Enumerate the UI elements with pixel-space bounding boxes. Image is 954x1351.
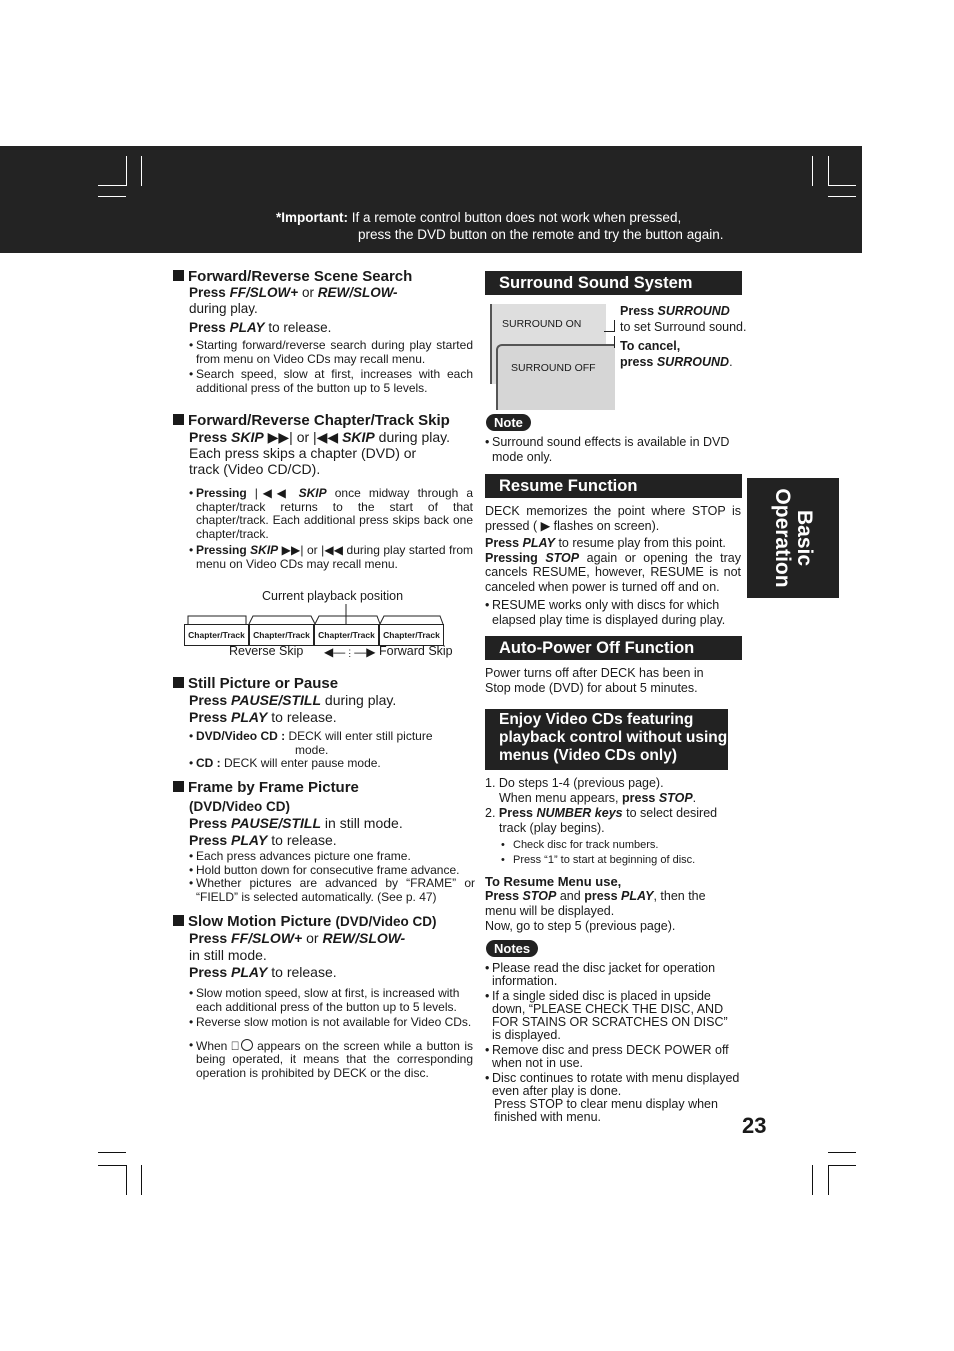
text: to release. bbox=[268, 320, 332, 335]
stop-key: STOP bbox=[545, 550, 580, 565]
rew-key: REW/SLOW- bbox=[317, 285, 398, 300]
text: 2. bbox=[485, 806, 496, 820]
text: DECK memorizes the point where STOP is pressed ( ▶ flashes on screen). bbox=[485, 504, 741, 533]
square-bullet-icon bbox=[173, 414, 184, 425]
crop-mark bbox=[141, 156, 142, 186]
text: press bbox=[622, 791, 656, 805]
text: during play. bbox=[324, 692, 397, 708]
section-title: Forward/Reverse Chapter/Track Skip bbox=[188, 412, 450, 429]
text: When bbox=[196, 1038, 228, 1053]
text: Press bbox=[620, 304, 655, 318]
play-key: PLAY bbox=[231, 964, 268, 980]
text: To Resume Menu use, bbox=[485, 874, 622, 889]
text: to release. bbox=[271, 832, 337, 848]
crop-mark bbox=[812, 1165, 813, 1195]
text: menus (Video CDs only) bbox=[499, 747, 677, 764]
square-bullet-icon bbox=[173, 781, 184, 792]
text: to set Surround sound. bbox=[620, 320, 747, 334]
important-line2: press the DVD button on the remote and try the button again. bbox=[358, 227, 724, 242]
bullet-item: • Disc continues to rotate with menu displayed even after play is done. bbox=[485, 1072, 740, 1098]
text: Each press skips a chapter (DVD) or bbox=[189, 445, 417, 461]
skip-forward-icon: ▶▶| bbox=[281, 543, 304, 557]
resume-title: Resume Function bbox=[485, 474, 742, 498]
slow-section bbox=[173, 914, 473, 1080]
text: press bbox=[620, 355, 654, 369]
scene-search-section bbox=[173, 269, 473, 395]
text: Press bbox=[189, 285, 226, 300]
section-subtitle: (DVD/Video CD) bbox=[335, 914, 437, 929]
chapter-box: Chapter/Track bbox=[314, 624, 379, 646]
skip-forward-icon: ▶▶| bbox=[267, 429, 293, 445]
surround-on-label: SURROUND ON bbox=[502, 318, 582, 330]
text: and bbox=[559, 889, 581, 903]
text: DECK will enter still picture bbox=[288, 729, 433, 743]
reverse-skip-label: Reverse Skip bbox=[229, 644, 304, 658]
text: Pressing bbox=[196, 486, 247, 500]
chapter-box: Chapter/Track bbox=[379, 624, 444, 646]
square-bullet-icon bbox=[173, 915, 184, 926]
crop-mark bbox=[828, 1152, 856, 1153]
bullet-item: • Check disc for track numbers. bbox=[501, 838, 740, 853]
text: When menu appears, bbox=[499, 791, 619, 805]
text: Press bbox=[189, 832, 228, 848]
stop-key: STOP bbox=[658, 791, 693, 805]
important-label: *Important: bbox=[276, 210, 348, 225]
text: during play started from menu on Video CDs may recall menu. bbox=[196, 543, 473, 571]
text: press bbox=[584, 889, 618, 903]
ff-key: FF/SLOW+ bbox=[231, 930, 303, 946]
frame-section bbox=[173, 780, 475, 904]
skip-back-icon: |◀◀ bbox=[321, 543, 344, 557]
text: 1. Do steps 1-4 (previous page). bbox=[485, 776, 664, 790]
bullet-item bbox=[189, 730, 473, 757]
text: . bbox=[692, 791, 697, 805]
skip-back-icon: |◀◀ bbox=[313, 429, 339, 445]
current-position-label: Current playback position bbox=[262, 589, 404, 603]
text: during play. bbox=[378, 429, 451, 445]
text: Press bbox=[189, 964, 228, 980]
text: Press bbox=[189, 429, 228, 445]
crop-mark bbox=[98, 196, 126, 197]
surround-title: Surround Sound System bbox=[485, 271, 742, 295]
text: Now, go to step 5 (previous page). bbox=[485, 919, 676, 933]
skip-key: SKIP bbox=[298, 486, 327, 500]
text: during play. bbox=[189, 301, 258, 316]
text: again or opening the tray cancels RESUME, however, RESUME is not canceled when power is turned off and on. bbox=[485, 550, 741, 594]
play-key: PLAY bbox=[229, 320, 265, 335]
rew-key: REW/SLOW- bbox=[322, 930, 406, 946]
pause-key: PAUSE/STILL bbox=[231, 692, 322, 708]
page-number: 23 bbox=[742, 1113, 767, 1138]
text: Press bbox=[485, 889, 520, 903]
chapter-box: Chapter/Track bbox=[184, 624, 249, 646]
pointer-line bbox=[614, 336, 615, 348]
text: Press bbox=[189, 709, 228, 725]
text: . bbox=[729, 355, 733, 369]
text: (DVD/Video CD) bbox=[189, 799, 291, 814]
chapter-box: Chapter/Track bbox=[249, 624, 314, 646]
crop-mark bbox=[98, 1152, 126, 1153]
bullet-item: • Press “1” to start at beginning of disc. bbox=[501, 853, 740, 868]
crop-mark bbox=[126, 1165, 127, 1195]
section-title: Slow Motion Picture bbox=[188, 913, 332, 930]
text: menu will be displayed. bbox=[485, 904, 615, 918]
play-key: PLAY bbox=[621, 889, 654, 903]
square-bullet-icon bbox=[173, 270, 184, 281]
text: mode. bbox=[295, 742, 329, 757]
text: or bbox=[306, 543, 318, 557]
bullet-item bbox=[189, 1039, 473, 1081]
bullet-item: • Whether pictures are advanced by “FRAME” or “FIELD” is selected automatically. (See p. 47) bbox=[189, 877, 475, 904]
text: once midway through a chapter/track returns to the start of that chapter/track. Each additional press skips back one chapter/track. bbox=[196, 486, 474, 541]
text: or bbox=[306, 930, 319, 946]
crop-mark bbox=[828, 196, 856, 197]
surround-key: SURROUND bbox=[657, 304, 730, 318]
chapter-skip-section bbox=[173, 413, 473, 571]
crop-mark bbox=[98, 185, 126, 186]
bullet-item: • Search speed, slow at first, increases with each additional press of the button up to 5 levels. bbox=[189, 368, 473, 395]
text: to release. bbox=[271, 964, 337, 980]
text: Press bbox=[189, 320, 226, 335]
important-line1: If a remote control button does not work when pressed, bbox=[351, 210, 682, 225]
text: Press bbox=[189, 692, 228, 708]
vcd-steps bbox=[485, 776, 740, 934]
bullet-item: • Remove disc and press DECK POWER off when not in use. bbox=[485, 1044, 740, 1070]
text: to release. bbox=[271, 709, 337, 725]
crop-mark bbox=[828, 1165, 856, 1166]
crop-mark bbox=[812, 156, 813, 186]
text: Press STOP to clear menu display when finished with menu. bbox=[494, 1097, 718, 1124]
pointer-line bbox=[614, 320, 615, 332]
play-key: PLAY bbox=[231, 832, 268, 848]
bullet-item bbox=[189, 757, 473, 771]
section-tab bbox=[747, 478, 839, 598]
skip-key: SKIP bbox=[342, 429, 375, 445]
text: or bbox=[296, 429, 310, 445]
pause-key: PAUSE/STILL bbox=[231, 815, 322, 831]
text: track (play begins). bbox=[499, 821, 605, 835]
autopower-title: Auto-Power Off Function bbox=[485, 636, 742, 660]
text: Press bbox=[189, 930, 228, 946]
section-tab-line2: Operation bbox=[771, 488, 794, 588]
surround-instructions bbox=[620, 303, 760, 370]
bullet-item: • Slow motion speed, slow at first, is increased with each additional press of the button up to 5 levels. bbox=[189, 987, 473, 1014]
section-title: Forward/Reverse Scene Search bbox=[188, 268, 413, 285]
bullet-item: • Surround sound effects is available in DVD mode only. bbox=[485, 435, 737, 464]
text: in still mode. bbox=[324, 815, 403, 831]
crop-mark bbox=[126, 156, 127, 186]
ff-key: FF/SLOW+ bbox=[229, 285, 299, 300]
vcd-notes bbox=[485, 962, 740, 1124]
section-title: Still Picture or Pause bbox=[188, 675, 339, 692]
crop-mark bbox=[828, 1165, 829, 1195]
vcd-title bbox=[485, 709, 728, 770]
skip-arrows-icon: ◀—⋮—▶ bbox=[324, 645, 376, 659]
text: in still mode. bbox=[189, 947, 267, 963]
resume-body bbox=[485, 504, 741, 627]
text: to select desired bbox=[626, 806, 718, 820]
notes-badge bbox=[486, 940, 538, 958]
text: playback control without using bbox=[499, 729, 728, 746]
notes-label: Notes bbox=[486, 940, 538, 957]
text: track (Video CD/CD). bbox=[189, 461, 321, 477]
note-badge bbox=[486, 414, 531, 432]
bullet-item: • Starting forward/reverse search during play started from menu on Video CDs may recall menu. bbox=[189, 339, 473, 366]
crop-mark bbox=[828, 185, 856, 186]
autopower-body: Power turns off after DECK has been in Stop mode (DVD) for about 5 minutes. bbox=[485, 666, 704, 695]
text: Enjoy Video CDs featuring bbox=[499, 711, 694, 728]
skip-key: SKIP bbox=[250, 543, 279, 557]
bullet-item: • Please read the disc jacket for operation information. bbox=[485, 962, 740, 988]
bullet-item bbox=[189, 487, 473, 541]
important-notice bbox=[276, 209, 836, 243]
text: Press bbox=[189, 815, 228, 831]
pointer-line bbox=[604, 331, 614, 332]
text: Pressing bbox=[196, 543, 247, 557]
bullet-item: • Hold button down for consecutive frame advance. bbox=[189, 864, 475, 878]
number-keys: NUMBER keys bbox=[536, 806, 623, 820]
bullet-item bbox=[189, 544, 473, 571]
text: To cancel, bbox=[620, 339, 681, 353]
text: , then the bbox=[653, 889, 706, 903]
surround-off-label: SURROUND OFF bbox=[511, 362, 596, 374]
crop-mark bbox=[141, 1165, 142, 1195]
text: Press bbox=[485, 536, 520, 550]
bullet-item: • Reverse slow motion is not available for Video CDs. bbox=[189, 1016, 473, 1030]
section-title: Frame by Frame Picture bbox=[188, 779, 359, 796]
skip-key: SKIP bbox=[231, 429, 264, 445]
stop-key: STOP bbox=[522, 889, 557, 903]
text: Pressing bbox=[485, 550, 538, 565]
text: DVD/Video CD : bbox=[196, 729, 286, 743]
surround-key: SURROUND bbox=[656, 355, 730, 369]
play-key: PLAY bbox=[522, 536, 555, 550]
text: CD : bbox=[196, 756, 221, 770]
section-tab-line1: Basic bbox=[793, 509, 816, 567]
note-label: Note bbox=[486, 414, 531, 431]
bullet-item: • Each press advances picture one frame. bbox=[189, 850, 475, 864]
still-section bbox=[173, 676, 473, 771]
bullet-item: • RESUME works only with discs for which elapsed play time is displayed during play. bbox=[485, 598, 741, 627]
forward-skip-label: Forward Skip bbox=[379, 644, 453, 658]
bullet-item: • If a single sided disc is placed in upside down, “PLEASE CHECK THE DISC, AND FOR STAINS OR SCRATCHES ON DISC” is displayed. bbox=[485, 990, 740, 1042]
text: or bbox=[301, 285, 314, 300]
text: to resume play from this point. bbox=[558, 536, 726, 550]
play-key: PLAY bbox=[231, 709, 268, 725]
text: appears on the screen while a button is being operated, it means that the corresponding operation is prohibited by DECK or the disc. bbox=[196, 1038, 473, 1080]
square-bullet-icon bbox=[173, 677, 184, 688]
text: Press bbox=[498, 806, 533, 820]
skip-back-icon: |◀◀ bbox=[254, 486, 291, 500]
text: DECK will enter pause mode. bbox=[224, 756, 381, 770]
crop-mark bbox=[828, 156, 829, 186]
surround-off-screen bbox=[496, 344, 615, 410]
crop-mark bbox=[98, 1165, 126, 1166]
